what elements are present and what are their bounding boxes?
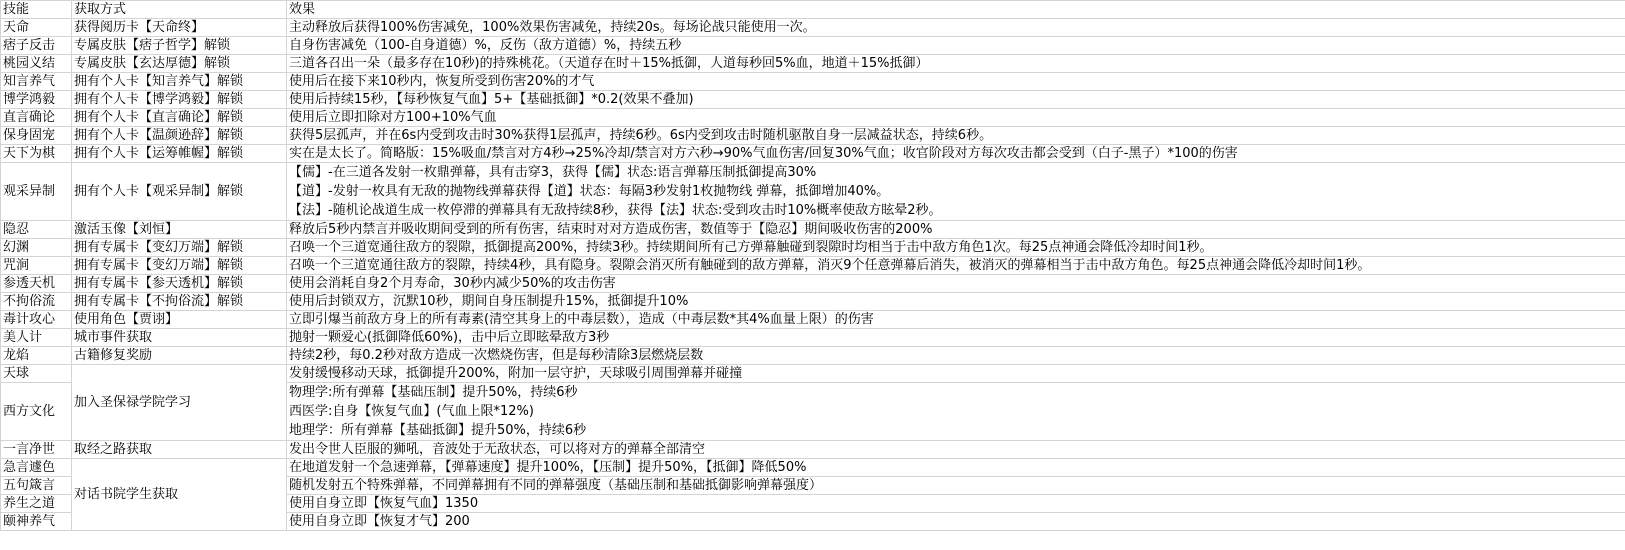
source-cell[interactable]: 拥有专属卡【变幻万端】解锁 bbox=[72, 239, 287, 257]
skill-cell[interactable]: 参透天机 bbox=[1, 275, 72, 293]
skill-cell[interactable]: 保身固宠 bbox=[1, 127, 72, 145]
effect-cell[interactable]: 使用自身立即【恢复气血】1350 bbox=[287, 495, 1625, 513]
table-row bbox=[1, 163, 1625, 221]
source-cell[interactable]: 专属皮肤【玄达厚德】解锁 bbox=[72, 55, 287, 73]
effect-cell[interactable]: 主动释放后获得100%伤害减免，100%效果伤害减免，持续20s。每场论战只能使用一次。 bbox=[287, 19, 1625, 37]
source-cell[interactable]: 拥有个人卡【博学鸿毅】解锁 bbox=[72, 91, 287, 109]
effect-cell[interactable]: 召唤一个三道宽通往敌方的裂隙，抵御提高200%，持续3秒。持续期间所有己方弹幕触碰到裂隙时均相当于击中敌方角色1次。每25点神通会降低冷却时间1秒。 bbox=[287, 239, 1625, 257]
effect-cell[interactable] bbox=[287, 163, 1625, 221]
effect-cell[interactable]: 释放后5秒内禁言并吸收期间受到的所有伤害，结束时对对方造成伤害，数值等于【隐忍】期间吸收伤害的200% bbox=[287, 221, 1625, 239]
table-row bbox=[1, 145, 1625, 163]
table-row bbox=[1, 221, 1625, 239]
skill-cell[interactable]: 美人计 bbox=[1, 329, 72, 347]
effect-cell[interactable]: 发出令世人臣服的狮吼，音波处于无敌状态，可以将对方的弹幕全部清空 bbox=[287, 441, 1625, 459]
source-cell[interactable]: 拥有个人卡【知言养气】解锁 bbox=[72, 73, 287, 91]
skill-cell[interactable]: 五句箴言 bbox=[1, 477, 72, 495]
table-row bbox=[1, 109, 1625, 127]
skill-cell[interactable]: 不拘俗流 bbox=[1, 293, 72, 311]
skill-cell[interactable]: 急言遽色 bbox=[1, 459, 72, 477]
skill-cell[interactable]: 天命 bbox=[1, 19, 72, 37]
skill-cell[interactable]: 毒计攻心 bbox=[1, 311, 72, 329]
effect-cell[interactable]: 持续2秒，每0.2秒对敌方造成一次燃烧伤害，但是每秒清除3层燃烧层数 bbox=[287, 347, 1625, 365]
table-row bbox=[1, 127, 1625, 145]
effect-cell[interactable] bbox=[287, 383, 1625, 441]
effect-line: 地理学：所有弹幕【基础抵御】提升50%，持续6秒 bbox=[289, 423, 587, 438]
skill-cell[interactable]: 博学鸿毅 bbox=[1, 91, 72, 109]
skill-cell[interactable]: 知言养气 bbox=[1, 73, 72, 91]
effect-line: 【儒】-在三道各发射一枚鼎弹幕，具有击穿3，获得【儒】状态:语言弹幕压制抵御提高30% bbox=[289, 165, 817, 180]
header-effect[interactable]: 效果 bbox=[287, 1, 1625, 19]
table-row bbox=[1, 329, 1625, 347]
table-row bbox=[1, 19, 1625, 37]
effect-cell[interactable]: 发射缓慢移动天球，抵御提升200%，附加一层守护，天球吸引周围弹幕并碰撞 bbox=[287, 365, 1625, 383]
source-cell[interactable]: 加入圣保禄学院学习 bbox=[72, 365, 287, 441]
skill-cell[interactable]: 观采异制 bbox=[1, 163, 72, 221]
effect-cell[interactable]: 使用后封锁双方，沉默10秒，期间自身压制提升15%，抵御提升10% bbox=[287, 293, 1625, 311]
table-row bbox=[1, 275, 1625, 293]
effect-cell[interactable]: 使用自身立即【恢复才气】200 bbox=[287, 513, 1625, 531]
table-row bbox=[1, 73, 1625, 91]
effect-cell[interactable]: 随机发射五个特殊弹幕，不同弹幕拥有不同的弹幕强度（基础压制和基础抵御影响弹幕强度） bbox=[287, 477, 1625, 495]
source-cell[interactable]: 激活玉像【刘恒】 bbox=[72, 221, 287, 239]
source-cell[interactable]: 获得阅历卡【天命终】 bbox=[72, 19, 287, 37]
effect-cell[interactable]: 三道各召出一朵（最多存在10秒)的持殊桃花。（天道存在时＋15%抵御，人道每秒回5%血，地道＋15%抵御） bbox=[287, 55, 1625, 73]
table-row bbox=[1, 91, 1625, 109]
source-cell[interactable]: 拥有专属卡【变幻万端】解锁 bbox=[72, 257, 287, 275]
effect-cell[interactable]: 获得5层孤声，并在6s内受到攻击时30%获得1层孤声，持续6秒。6s内受到攻击时随机驱散自身一层减益状态，持续6秒。 bbox=[287, 127, 1625, 145]
table-row bbox=[1, 311, 1625, 329]
effect-cell[interactable]: 自身伤害减免（100-自身道德）%，反伤（敌方道德）%，持续五秒 bbox=[287, 37, 1625, 55]
table-row bbox=[1, 239, 1625, 257]
table-row bbox=[1, 37, 1625, 55]
source-cell[interactable]: 专属皮肤【痞子哲学】解锁 bbox=[72, 37, 287, 55]
skill-cell[interactable]: 天下为棋 bbox=[1, 145, 72, 163]
skill-cell[interactable]: 西方文化 bbox=[1, 383, 72, 441]
header-source[interactable]: 获取方式 bbox=[72, 1, 287, 19]
skill-cell[interactable]: 隐忍 bbox=[1, 221, 72, 239]
source-cell[interactable]: 对话书院学生获取 bbox=[72, 459, 287, 531]
skill-cell[interactable]: 颐神养气 bbox=[1, 513, 72, 531]
source-cell[interactable]: 拥有个人卡【直言确论】解锁 bbox=[72, 109, 287, 127]
source-cell[interactable]: 拥有个人卡【温颜逊辞】解锁 bbox=[72, 127, 287, 145]
skill-cell[interactable]: 痞子反击 bbox=[1, 37, 72, 55]
effect-line: 【法】-随机论战道生成一枚停滞的弹幕具有无敌持续8秒，获得【法】状态:受到攻击时10%概率使敌方眩晕2秒。 bbox=[289, 203, 942, 218]
source-cell[interactable]: 拥有专属卡【不拘俗流】解锁 bbox=[72, 293, 287, 311]
table-row bbox=[1, 293, 1625, 311]
effect-line: 【道】-发射一枚具有无敌的抛物线弹幕获得【道】状态：每隔3秒发射1枚抛物线 弹幕，抵御增加40%。 bbox=[289, 184, 890, 199]
skill-cell[interactable]: 龙焰 bbox=[1, 347, 72, 365]
effect-line: 物理学:所有弹幕【基础压制】提升50%，持续6秒 bbox=[289, 385, 578, 400]
source-cell[interactable]: 拥有个人卡【运筹帷幄】解锁 bbox=[72, 145, 287, 163]
effect-cell[interactable]: 使用后在接下来10秒内，恢复所受到伤害20%的才气 bbox=[287, 73, 1625, 91]
effect-cell[interactable]: 立即引爆当前敌方身上的所有毒素(清空其身上的中毒层数），造成（中毒层数*其4%血量上限）的伤害 bbox=[287, 311, 1625, 329]
table-row bbox=[1, 55, 1625, 73]
source-cell[interactable]: 拥有专属卡【参天透机】解锁 bbox=[72, 275, 287, 293]
effect-cell[interactable]: 实在是太长了。简略版：15%吸血/禁言对方4秒→25%冷却/禁言对方六秒→90%气血伤害/回复30%气血；收官阶段对方每次攻击都会受到（白子-黑子）*100的伤害 bbox=[287, 145, 1625, 163]
source-cell[interactable]: 使用角色【贾诩】 bbox=[72, 311, 287, 329]
source-cell[interactable]: 古籍修复奖励 bbox=[72, 347, 287, 365]
source-cell[interactable]: 取经之路获取 bbox=[72, 441, 287, 459]
effect-cell[interactable]: 召唤一个三道宽通往敌方的裂隙，持续4秒，具有隐身。裂隙会消灭所有触碰到的敌方弹幕，消灭9个任意弹幕后消失，被消灭的弹幕相当于击中敌方角色。每25点神通会降低冷却时间1秒。 bbox=[287, 257, 1625, 275]
effect-cell[interactable]: 使用会消耗自身2个月寿命，30秒内减少50%的攻击伤害 bbox=[287, 275, 1625, 293]
effect-cell[interactable]: 抛射一颗爱心(抵御降低60%)，击中后立即眩晕敌方3秒 bbox=[287, 329, 1625, 347]
skill-cell[interactable]: 一言净世 bbox=[1, 441, 72, 459]
effect-cell[interactable]: 在地道发射一个急速弹幕，【弹幕速度】提升100%，【压制】提升50%，【抵御】降低50% bbox=[287, 459, 1625, 477]
table-row bbox=[1, 365, 1625, 383]
skill-cell[interactable]: 幻渊 bbox=[1, 239, 72, 257]
header-skill[interactable]: 技能 bbox=[1, 1, 72, 19]
effect-cell[interactable]: 使用后持续15秒，【每秒恢复气血】5+【基础抵御】*0.2(效果不叠加) bbox=[287, 91, 1625, 109]
skill-cell[interactable]: 养生之道 bbox=[1, 495, 72, 513]
table-row bbox=[1, 347, 1625, 365]
skill-cell[interactable]: 桃园义结 bbox=[1, 55, 72, 73]
source-cell[interactable]: 城市事件获取 bbox=[72, 329, 287, 347]
table-row bbox=[1, 441, 1625, 459]
header-row bbox=[1, 1, 1625, 19]
skill-cell[interactable]: 咒涧 bbox=[1, 257, 72, 275]
effect-line: 西医学:自身【恢复气血】(气血上限*12%) bbox=[289, 404, 534, 419]
table-row bbox=[1, 459, 1625, 477]
source-cell[interactable]: 拥有个人卡【观采异制】解锁 bbox=[72, 163, 287, 221]
effect-cell[interactable]: 使用后立即扣除对方100+10%气血 bbox=[287, 109, 1625, 127]
table-row bbox=[1, 257, 1625, 275]
skill-cell[interactable]: 直言确论 bbox=[1, 109, 72, 127]
skill-cell[interactable]: 天球 bbox=[1, 365, 72, 383]
